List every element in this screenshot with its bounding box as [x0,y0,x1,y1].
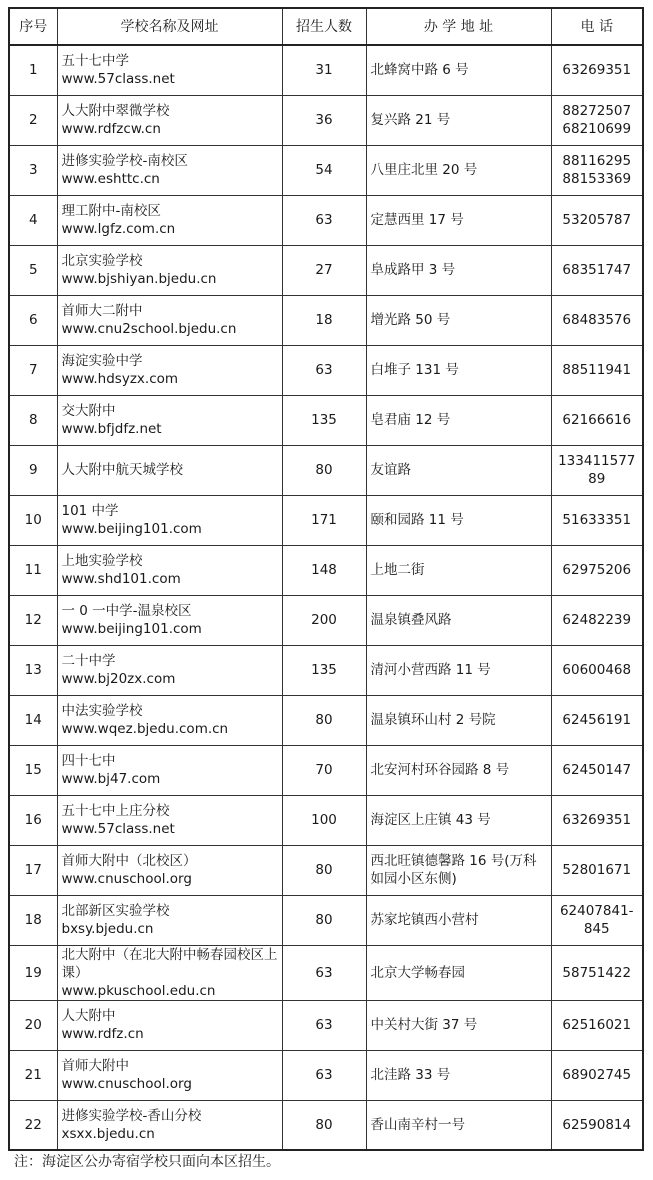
school-name: 二十中学 [61,653,116,669]
phone-number: 52801671 [562,862,632,878]
school-address: 八里庄北里 20 号 [366,145,551,195]
phone-number: 63269351 [562,812,632,828]
school-cell [57,95,282,145]
table-header-row [9,8,643,45]
school-address: 上地二街 [366,545,551,595]
table-row [9,495,643,545]
school-cell [57,945,282,1000]
phone-number: 60600468 [562,662,632,678]
row-number: 11 [9,545,57,595]
school-address: 苏家坨镇西小营村 [366,895,551,945]
school-address: 复兴路 21 号 [366,95,551,145]
enrollment-quota: 200 [282,595,366,645]
school-website-link[interactable]: www.pkuschool.edu.cn [61,982,216,999]
phone-cell [551,95,643,145]
school-address: 友谊路 [366,445,551,495]
enrollment-quota: 63 [282,1050,366,1100]
table-row [9,445,643,495]
table-row [9,245,643,295]
school-address: 西北旺镇德馨路 16 号(万科如园小区东侧) [366,845,551,895]
phone-number: 88272507 [562,103,632,119]
school-website-link[interactable]: www.cnu2school.bjedu.cn [61,321,237,337]
enrollment-quota: 171 [282,495,366,545]
row-number: 9 [9,445,57,495]
row-number: 2 [9,95,57,145]
header-address: 办 学 地 址 [366,8,551,45]
school-address: 定慧西里 17 号 [366,195,551,245]
header-no: 序号 [9,8,57,45]
phone-cell [551,395,643,445]
school-name: 上地实验学校 [61,553,143,569]
enrollment-quota: 135 [282,645,366,695]
phone-number: 68210699 [562,121,632,137]
row-number: 6 [9,295,57,345]
school-address: 北安河村环谷园路 8 号 [366,745,551,795]
school-website-link[interactable]: www.cnuschool.org [61,1076,192,1092]
school-cell [57,545,282,595]
phone-cell [551,745,643,795]
phone-cell [551,1100,643,1150]
school-name: 四十七中 [61,753,116,769]
school-address: 北洼路 33 号 [366,1050,551,1100]
school-name: 北大附中（在北大附中畅春园校区上课） [61,946,278,981]
phone-cell [551,195,643,245]
school-address: 阜成路甲 3 号 [366,245,551,295]
row-number: 5 [9,245,57,295]
enrollment-quota: 80 [282,845,366,895]
enrollment-quota: 31 [282,45,366,95]
school-address: 增光路 50 号 [366,295,551,345]
school-name: 中法实验学校 [61,703,143,719]
school-website-link[interactable]: www.rdfz.cn [61,1026,144,1042]
footnote: 注：海淀区公办寄宿学校只面向本区招生。 [14,1154,280,1170]
phone-cell [551,295,643,345]
school-name: 北京实验学校 [61,253,143,269]
row-number: 17 [9,845,57,895]
school-cell [57,595,282,645]
school-address: 温泉镇叠风路 [366,595,551,645]
school-name: 首师大附中 [61,1058,129,1074]
phone-cell [551,945,643,1000]
school-website-link[interactable]: www.hdsyzx.com [61,371,179,387]
school-website-link[interactable]: www.wqez.bjedu.com.cn [61,721,229,737]
table-row [9,395,643,445]
phone-number: 62166616 [562,412,632,428]
row-number: 14 [9,695,57,745]
table-row [9,45,643,95]
phone-number: 68902745 [562,1067,632,1083]
school-name: 人大附中 [61,1008,116,1024]
table-row [9,1100,643,1150]
phone-number: 68483576 [562,312,632,328]
school-cell [57,745,282,795]
phone-number: 88153369 [562,171,632,187]
row-number: 16 [9,795,57,845]
school-address: 颐和园路 11 号 [366,495,551,545]
table-row [9,795,643,845]
school-address: 北京大学畅春园 [366,945,551,1000]
enrollment-quota: 100 [282,795,366,845]
school-website-link[interactable]: www.beijing101.com [61,621,202,637]
school-cell [57,195,282,245]
school-name: 进修实验学校-香山分校 [61,1107,202,1124]
enrollment-quota: 63 [282,1000,366,1050]
phone-number: 62590814 [562,1116,632,1133]
phone-cell [551,495,643,545]
table-row [9,595,643,645]
phone-cell [551,795,643,845]
school-name: 人大附中航天城学校 [61,462,183,478]
header-phone: 电 话 [551,8,643,45]
table-row [9,1050,643,1100]
header-school: 学校名称及网址 [57,8,282,45]
school-cell [57,445,282,495]
school-cell [57,1050,282,1100]
school-name: 交大附中 [61,403,116,419]
table-row [9,295,643,345]
school-cell [57,1100,282,1150]
school-address: 北蜂窝中路 6 号 [366,45,551,95]
phone-cell [551,445,643,495]
school-website-link[interactable]: www.bjshiyan.bjedu.cn [61,271,217,287]
phone-number: 62482239 [562,612,632,628]
enrollment-quota: 80 [282,445,366,495]
school-name: 人大附中翠微学校 [61,103,170,119]
phone-number: 133411577 [558,453,636,469]
school-website-link[interactable]: www.57class.net [61,71,175,88]
school-table [8,7,644,1151]
school-cell [57,45,282,95]
school-cell [57,1000,282,1050]
phone-cell [551,1050,643,1100]
school-name: 101 中学 [61,503,119,519]
row-number: 8 [9,395,57,445]
enrollment-quota: 80 [282,695,366,745]
school-name: 进修实验学校-南校区 [61,153,188,169]
school-cell [57,895,282,945]
school-website-link[interactable]: www.57class.net [61,821,175,837]
enrollment-quota: 54 [282,145,366,195]
table-row [9,695,643,745]
school-cell [57,295,282,345]
enrollment-quota: 18 [282,295,366,345]
school-website-link[interactable]: www.bfjdfz.net [61,421,162,437]
row-number: 12 [9,595,57,645]
school-address: 清河小营西路 11 号 [366,645,551,695]
phone-cell [551,1000,643,1050]
header-quota: 招生人数 [282,8,366,45]
phone-cell [551,895,643,945]
phone-number: 62456191 [562,712,632,728]
school-address: 中关村大街 37 号 [366,1000,551,1050]
row-number: 7 [9,345,57,395]
school-name: 北部新区实验学校 [61,903,170,919]
phone-cell [551,345,643,395]
enrollment-quota: 135 [282,395,366,445]
phone-number: 62407841- [559,903,634,919]
school-cell [57,695,282,745]
school-name: 一 0 一中学-温泉校区 [61,603,192,619]
phone-number: 62975206 [562,562,632,578]
enrollment-quota: 80 [282,1100,366,1150]
enrollment-quota: 63 [282,345,366,395]
phone-cell [551,145,643,195]
school-cell [57,645,282,695]
table-row [9,345,643,395]
row-number: 13 [9,645,57,695]
table-row [9,1000,643,1050]
phone-number: 88511941 [562,362,632,378]
table-row [9,845,643,895]
table-row [9,945,643,1000]
row-number: 1 [9,45,57,95]
school-cell [57,495,282,545]
table-row [9,545,643,595]
school-website-link[interactable]: www.bj47.com [61,771,161,787]
school-cell [57,145,282,195]
phone-number: 63269351 [562,62,632,79]
table-row [9,745,643,795]
row-number: 18 [9,895,57,945]
enrollment-quota: 63 [282,195,366,245]
school-address: 温泉镇环山村 2 号院 [366,695,551,745]
table-row [9,145,643,195]
school-cell [57,245,282,295]
school-website-link[interactable]: www.lgfz.com.cn [61,221,176,237]
school-address: 海淀区上庄镇 43 号 [366,795,551,845]
phone-cell [551,45,643,95]
row-number: 19 [9,945,57,1000]
phone-number: 845 [583,921,610,937]
school-website-link[interactable]: bxsy.bjedu.cn [61,921,154,937]
row-number: 10 [9,495,57,545]
school-website-link[interactable]: www.rdfzcw.cn [61,121,161,137]
phone-cell [551,245,643,295]
enrollment-quota: 27 [282,245,366,295]
table-row [9,95,643,145]
enrollment-quota: 36 [282,95,366,145]
school-cell [57,345,282,395]
phone-number: 53205787 [562,212,632,228]
phone-cell [551,645,643,695]
row-number: 21 [9,1050,57,1100]
table-row [9,895,643,945]
school-website-link[interactable]: www.beijing101.com [61,521,202,537]
enrollment-quota: 148 [282,545,366,595]
phone-number: 89 [588,471,606,487]
school-cell [57,395,282,445]
phone-number: 68351747 [562,262,632,278]
phone-number: 51633351 [562,512,632,528]
enrollment-quota: 70 [282,745,366,795]
school-address: 香山南辛村一号 [366,1100,551,1150]
phone-number: 58751422 [562,964,632,981]
school-name: 理工附中-南校区 [61,203,161,219]
phone-cell [551,845,643,895]
row-number: 3 [9,145,57,195]
school-cell [57,845,282,895]
enrollment-quota: 80 [282,895,366,945]
school-name: 首师大附中（北校区） [61,853,197,869]
school-address: 皂君庙 12 号 [366,395,551,445]
table-row [9,645,643,695]
phone-cell [551,695,643,745]
school-cell [57,795,282,845]
school-website-link[interactable]: www.shd101.com [61,571,181,587]
school-website-link[interactable]: www.cnuschool.org [61,871,192,887]
school-website-link[interactable]: www.bj20zx.com [61,671,176,687]
phone-number: 62450147 [562,762,632,778]
phone-cell [551,595,643,645]
school-name: 海淀实验中学 [61,353,143,369]
school-name: 首师大二附中 [61,303,143,319]
row-number: 22 [9,1100,57,1150]
table-row [9,195,643,245]
enrollment-quota: 63 [282,945,366,1000]
row-number: 20 [9,1000,57,1050]
school-name: 五十七中上庄分校 [61,803,170,819]
row-number: 15 [9,745,57,795]
phone-number: 88116295 [562,153,632,169]
row-number: 4 [9,195,57,245]
school-website-link[interactable]: www.eshttc.cn [61,171,160,187]
phone-number: 62516021 [562,1017,632,1033]
school-name: 五十七中学 [61,53,129,70]
school-website-link[interactable]: xsxx.bjedu.cn [61,1125,155,1142]
school-address: 白堆子 131 号 [366,345,551,395]
phone-cell [551,545,643,595]
